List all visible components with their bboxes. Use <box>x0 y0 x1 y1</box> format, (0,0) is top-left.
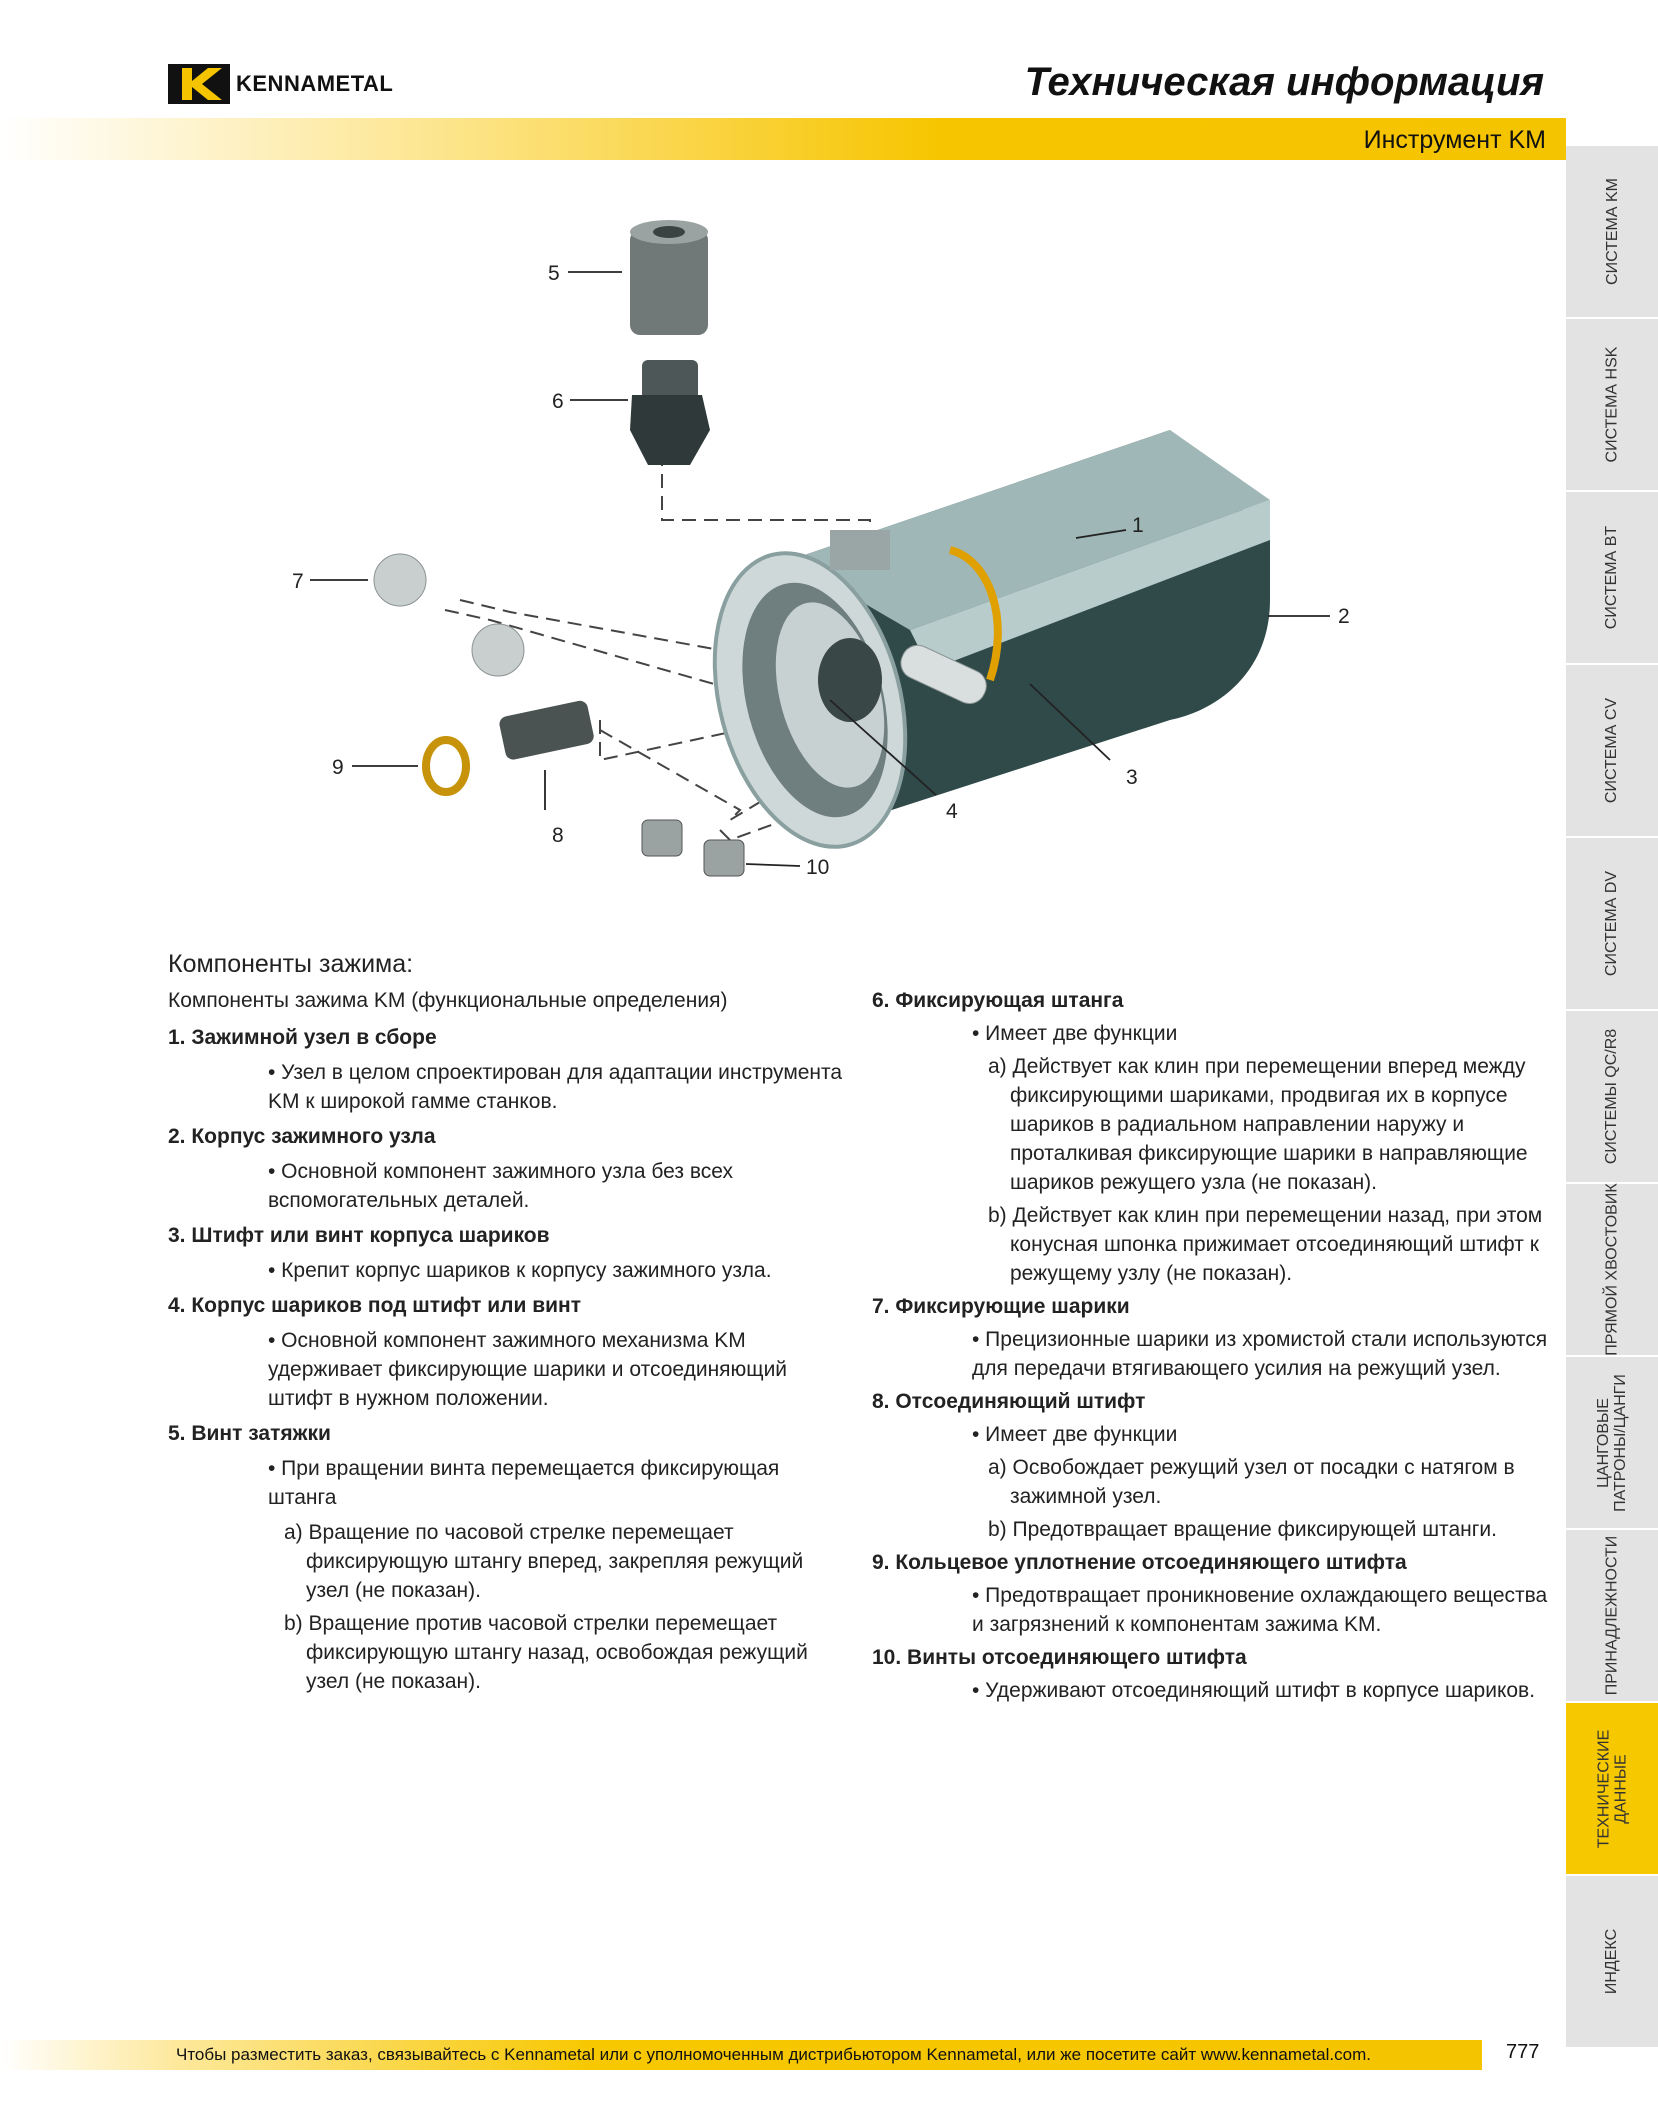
tab-label: СИСТЕМА BT <box>1603 525 1621 630</box>
callout-6: 6 <box>552 390 564 413</box>
item-title: 8. Отсоединяющий штифт <box>872 1390 1146 1413</box>
tab-label: СИСТЕМА DV <box>1603 870 1621 977</box>
item-bullet: • Удерживают отсоединяющий штифт в корпусе шариков. <box>972 1679 1536 1702</box>
item-bullet: • Основной компонент зажимного механизма KM удерживает фиксирующие шарики и отсоединяющий штифт в нужном положении. <box>268 1329 788 1410</box>
tab-label: СИСТЕМА KM <box>1603 178 1621 285</box>
tab-label: СИСТЕМА HSK <box>1603 346 1621 463</box>
kennametal-logo-icon <box>168 64 230 104</box>
tab-label: ТЕХНИЧЕСКИЕ ДАННЫЕ <box>1595 1729 1629 1848</box>
page-number: 777 <box>1506 2041 1540 2063</box>
item-subpoint: a) Действует как клин при перемещении вперед между фиксирующими шариками, продвигая их в корпусе шариков в радиальном направлении наружу и проталкивая фиксирующие шарики в направляющие шариков режущего узла (не показан). <box>988 1055 1528 1194</box>
callout-9: 9 <box>332 756 344 779</box>
item-subpoint: b) Предотвращает вращение фиксирующей штанги. <box>988 1518 1497 1541</box>
callout-2: 2 <box>1338 605 1350 628</box>
item-title: 4. Корпус шариков под штифт или винт <box>168 1294 581 1317</box>
item-bullet: • Имеет две функции <box>972 1423 1178 1446</box>
tab-km[interactable] <box>1566 146 1658 319</box>
item-subpoint: a) Освобождает режущий узел от посадки с натягом в зажимной узел. <box>988 1456 1515 1508</box>
item-bullet: • Узел в целом спроектирован для адаптации инструмента KM к широкой гамме станков. <box>268 1061 843 1113</box>
item-title: 6. Фиксирующая штанга <box>872 989 1124 1012</box>
page-title: Техническая информация <box>1024 60 1544 104</box>
lock-ball <box>472 624 524 676</box>
tab-collet-chucks[interactable] <box>1566 1357 1658 1530</box>
tab-technical-data[interactable] <box>1566 1703 1658 1876</box>
lock-rod <box>630 360 710 465</box>
callout-4: 4 <box>946 800 958 823</box>
tab-label: СИСТЕМА CV <box>1603 697 1621 804</box>
callout-5: 5 <box>548 262 560 285</box>
item-bullet: • Предотвращает проникновение охлаждающего вещества и загрязнений к компонентам зажима KM. <box>972 1584 1548 1636</box>
clamping-body <box>684 430 1270 868</box>
tab-qc-r8[interactable] <box>1566 1011 1658 1184</box>
callout-3: 3 <box>1126 766 1138 789</box>
logo-text: KENNAMETAL <box>236 71 394 96</box>
footer-text: Чтобы разместить заказ, связывайтесь с Kennametal или с уполномоченным дистрибьютором Kennametal, или же посетите сайт www.kennametal.com. <box>176 2045 1371 2064</box>
tab-bt[interactable] <box>1566 492 1658 665</box>
item-title: 3. Штифт или винт корпуса шариков <box>168 1224 550 1247</box>
tab-label: ИНДЕКС <box>1603 1928 1621 1995</box>
item-bullet: • Основной компонент зажимного узла без всех вспомогательных деталей. <box>268 1160 733 1212</box>
item-bullet: • Крепит корпус шариков к корпусу зажимного узла. <box>268 1259 772 1282</box>
item-subpoint: b) Вращение против часовой стрелки перемещает фиксирующую штангу назад, освобождая режущий узел (не показан). <box>284 1612 808 1693</box>
item-title: 5. Винт затяжки <box>168 1422 331 1445</box>
item-title: 9. Кольцевое уплотнение отсоединяющего штифта <box>872 1551 1407 1574</box>
header-bar <box>0 118 1566 160</box>
tab-label: ПРИНАДЛЕЖНОСТИ <box>1603 1535 1621 1696</box>
item-title: 7. Фиксирующие шарики <box>872 1295 1130 1318</box>
tab-label: ПРЯМОЙ ХВОСТОВИК <box>1603 1183 1621 1356</box>
release-pin-screws <box>642 820 744 876</box>
callout-7: 7 <box>292 570 304 593</box>
exploded-diagram <box>270 200 1350 940</box>
tab-label: СИСТЕМЫ QC/R8 <box>1603 1028 1621 1165</box>
release-pin <box>498 699 595 761</box>
components-right-column <box>872 986 1562 1709</box>
tab-accessories[interactable] <box>1566 1530 1658 1703</box>
item-title: 1. Зажимной узел в сборе <box>168 1026 437 1049</box>
item-bullet: • Имеет две функции <box>972 1022 1178 1045</box>
item-title: 10. Винты отсоединяющего штифта <box>872 1646 1247 1669</box>
callout-1: 1 <box>1132 514 1144 537</box>
tab-straight-shank[interactable] <box>1566 1184 1658 1357</box>
callout-8: 8 <box>552 824 564 847</box>
drawbar-screw <box>630 220 708 335</box>
section-intro: Компоненты зажима KM (функциональные определения) <box>168 989 728 1012</box>
lock-ball <box>374 554 426 606</box>
callout-10: 10 <box>806 856 830 879</box>
section-title: Компоненты зажима: <box>168 950 414 978</box>
page-subtitle: Инструмент KM <box>1363 126 1546 154</box>
item-title: 2. Корпус зажимного узла <box>168 1125 436 1148</box>
tab-index[interactable] <box>1566 1876 1658 2049</box>
side-tabs <box>1566 146 1658 2049</box>
item-bullet: • При вращении винта перемещается фиксирующая штанга <box>268 1457 780 1509</box>
tab-label: ЦАНГОВЫЕ ПАТРОНЫ/ЦАНГИ <box>1595 1373 1630 1512</box>
item-bullet: • Прецизионные шарики из хромистой стали используются для передачи втягивающего усилия на режущий узел. <box>972 1328 1548 1380</box>
kennametal-logo <box>168 64 393 104</box>
tab-hsk[interactable] <box>1566 319 1658 492</box>
item-subpoint: b) Действует как клин при перемещении назад, при этом конусная шпонка прижимает отсоединяющий штифт к режущему узлу (не показан). <box>988 1204 1543 1285</box>
tab-dv[interactable] <box>1566 838 1658 1011</box>
components-left-column <box>168 986 848 1700</box>
o-ring <box>426 740 466 792</box>
item-subpoint: a) Вращение по часовой стрелке перемещает фиксирующую штангу вперед, закрепляя режущий узел (не показан). <box>284 1521 804 1602</box>
tab-cv[interactable] <box>1566 665 1658 838</box>
